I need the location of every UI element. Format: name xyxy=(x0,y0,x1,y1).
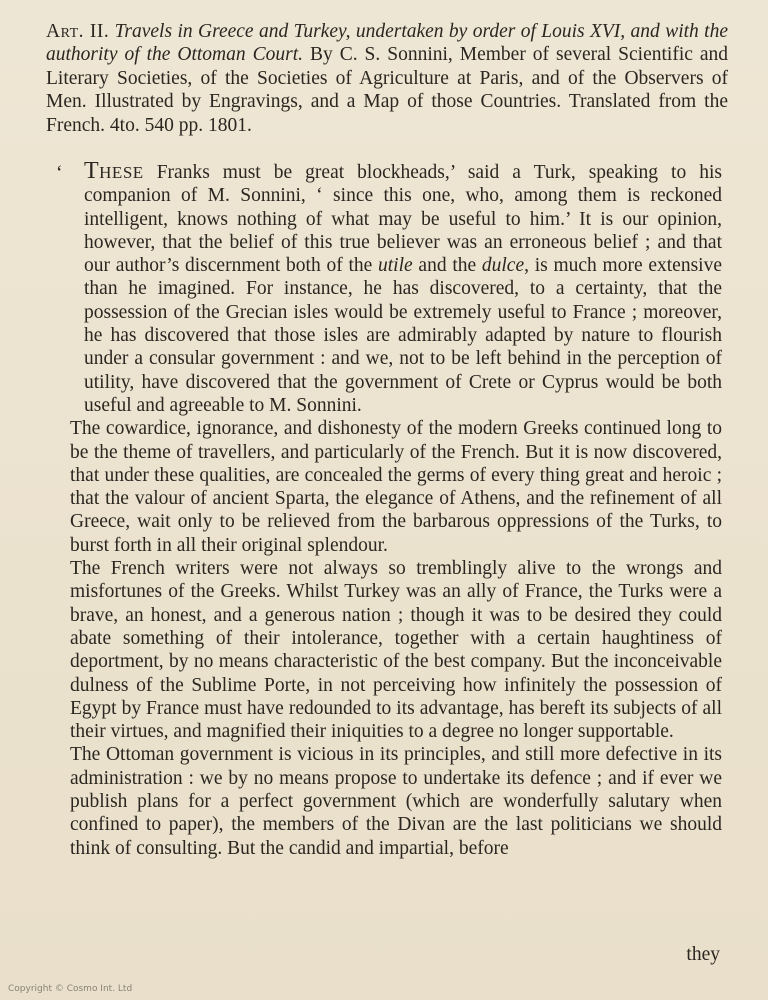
copyright-watermark: Copyright © Cosmo Int. Ltd xyxy=(8,984,133,994)
paragraph-1-text-b: and the xyxy=(412,255,482,277)
opening-word: These xyxy=(84,158,144,184)
paragraph-2: The cowardice, ignorance, and dishonesty of the modern Greeks continued long to be the theme of travellers, and particularly of the French. But it is now discovered, that under these qualities, are concealed the germs of every thing great and heroic ; that the valour of ancient Sparta, the elegance of Athens, and the refinement of all Greece, wait only to be relieved from the barbarous oppressions of the Turks, to burst forth in all their original splendour. xyxy=(70,418,722,556)
paragraph-1-text-a: Franks must be great blockheads,’ said a Turk, speaking to his companion of M. Sonnini, ‘ since this one, who, among them is reckoned intelligent, knows nothing of what may be useful to him.’ It is our opinion, however, that the belief of this true believer was an erroneous belief ; and that our author’s discernment both of the xyxy=(84,162,722,277)
paragraph-1-text-c: , is much more extensive than he imagined. For instance, he has discovered, to a certainty, that the possession of the Grecian isles would be extremely useful to France ; moreover, he has discovered that those isles are admirably adapted by nature to flourish under a consular government : and we, not to be left behind in the perception of utility, have discovered that the government of Crete or Cyprus would be both useful and agreeable to M. Sonnini. xyxy=(84,255,722,416)
dulce-word: dulce xyxy=(481,255,525,277)
article-details: By C. S. Sonnini, Member of several Scientific and Literary Societies, of the Societies of Agriculture at Paris, and of the Observers of Men. Illustrated by Engravings, and a Map of those Countries. Translated from the French. 4to. 540 pp. 1801. xyxy=(46,44,729,136)
opening-quote-mark: ‘ xyxy=(56,163,63,184)
paragraph-4: The Ottoman government is vicious in its principles, and still more defective in its administration : we by no means propose to undertake its defence ; and if ever we publish plans for a perfect government (which are wonderfully salutary when confined to paper), the members of the Divan are the last politicians we should think of consulting. But the candid and impartial, before xyxy=(70,744,722,859)
paragraph-1 xyxy=(56,158,722,417)
article-title: Travels in Greece and Turkey, undertaken by order of Louis XVI, and with the authority of the Ottoman Court. xyxy=(46,21,728,66)
paragraph-3: The French writers were not always so tremblingly alive to the wrongs and misfortunes of the Greeks. Whilst Turkey was an ally of France, the Turks were a brave, an honest, and a generous nation ; though it was to be desired they could abate something of their intolerance, together with a certain haughtiness of deportment, by no means characteristic of the best company. But the inconceivable dulness of the Sublime Porte, in not perceiving how infinitely the possession of Egypt by France must have redounded to its advantage, has bereft its subjects of all their virtues, and magnified their iniquities to a degree no longer supportable. xyxy=(70,558,722,743)
article-number: Art. II. xyxy=(46,21,110,42)
article-body xyxy=(56,158,722,860)
catchword: they xyxy=(686,944,720,965)
article-header xyxy=(46,20,728,137)
utile-word: utile xyxy=(378,255,413,277)
